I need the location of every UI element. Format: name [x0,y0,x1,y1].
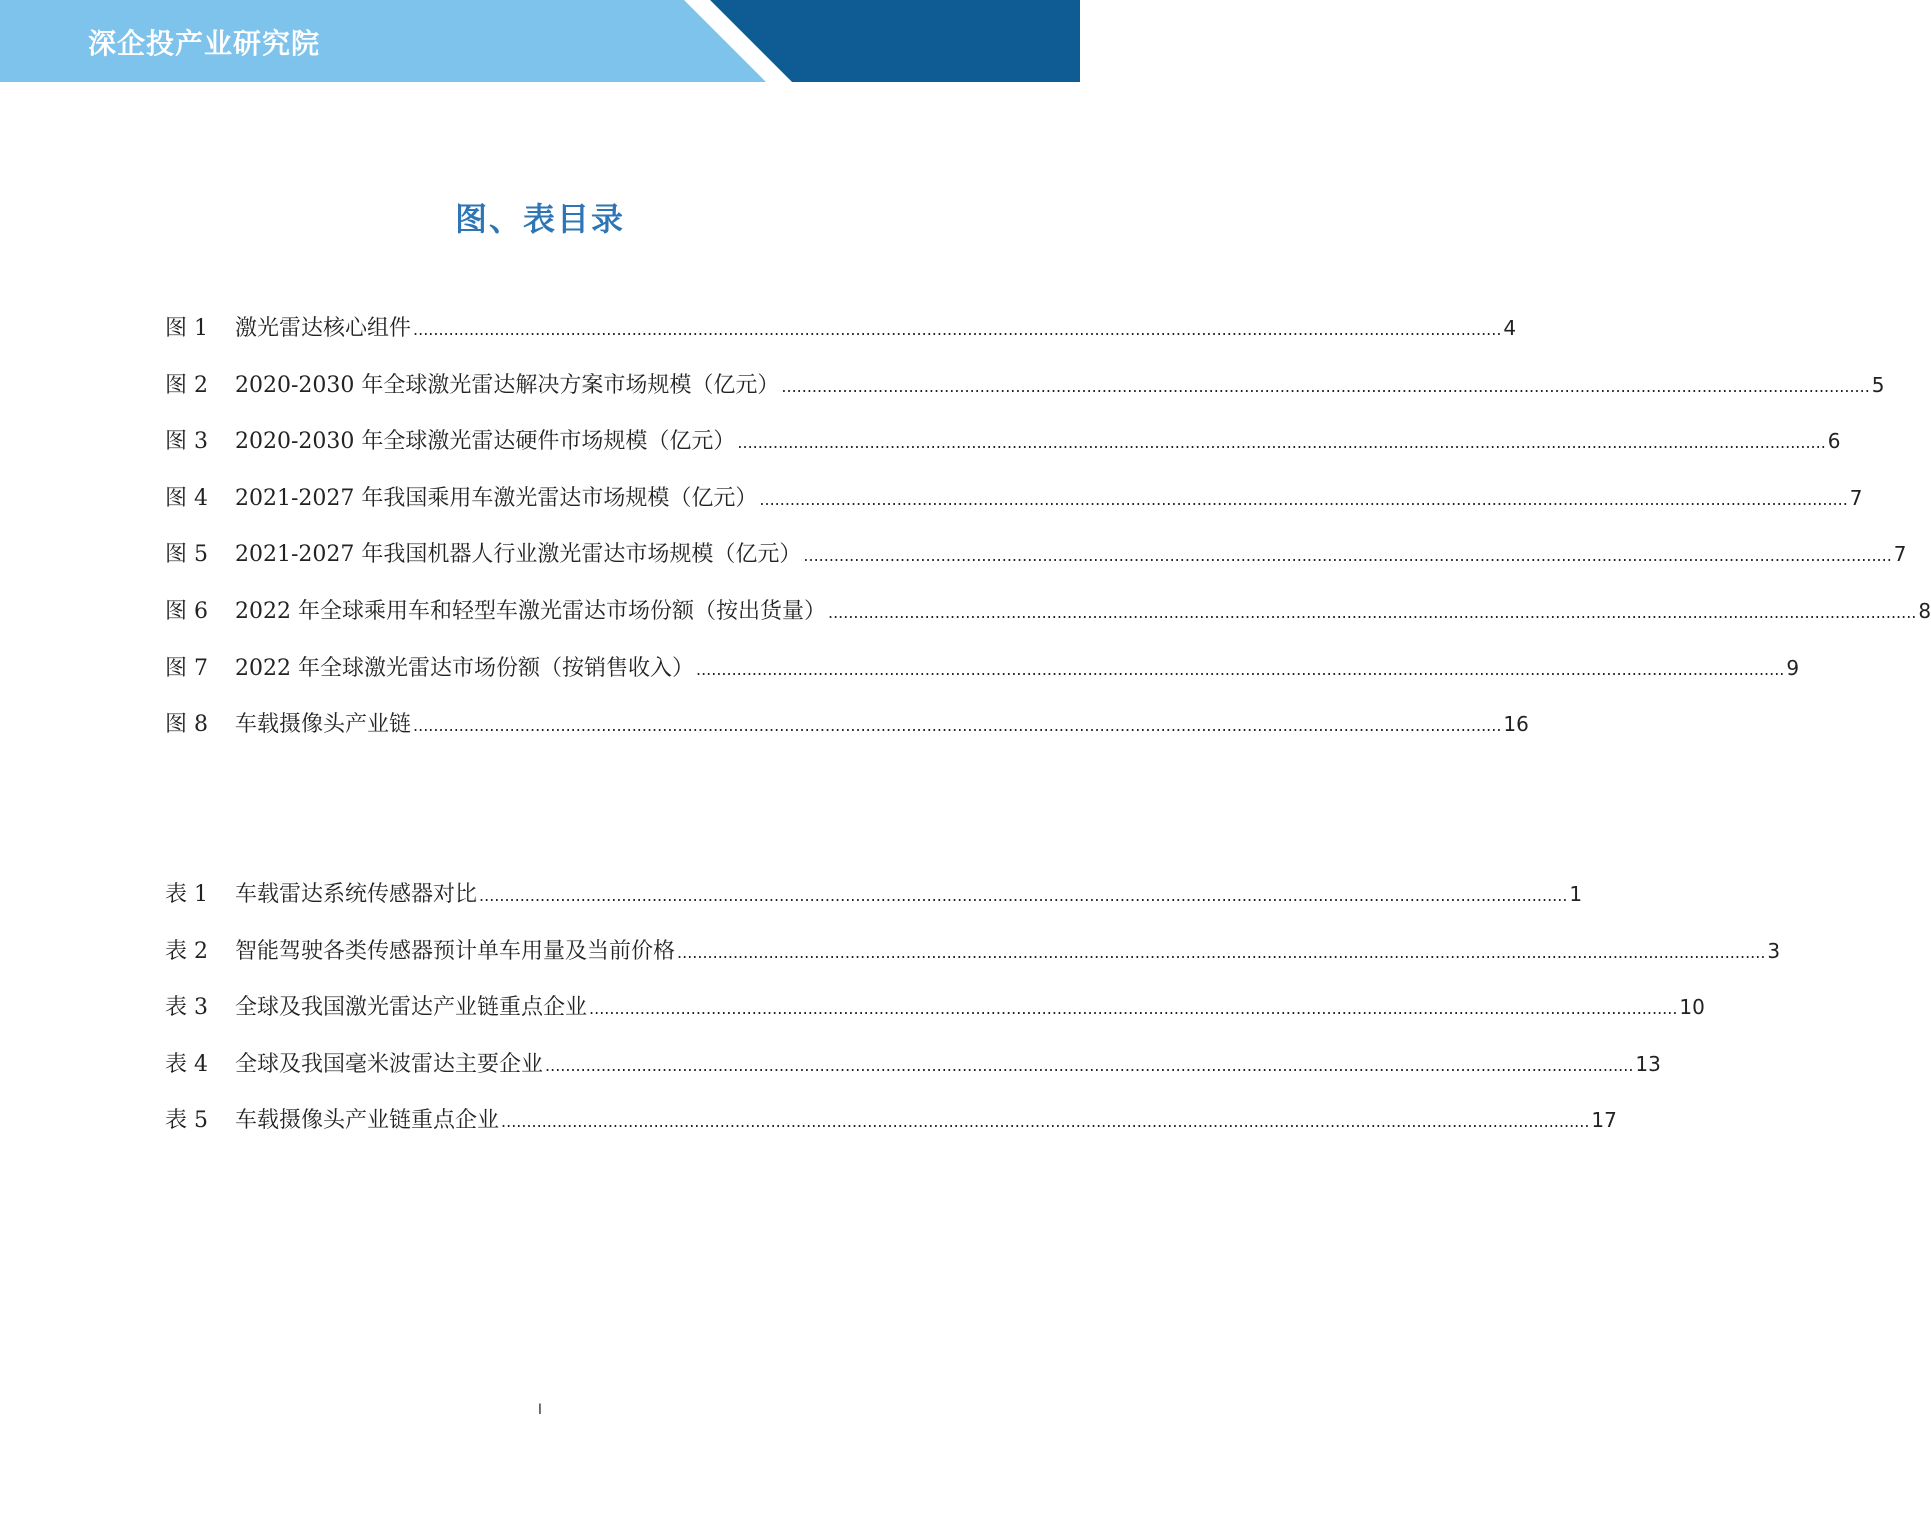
toc-entry[interactable] [165,1103,1617,1160]
brand-name: 深企投产业研究院 [88,27,321,60]
entry-label: 表 2 [165,938,208,964]
entry-label: 图 1 [165,316,208,341]
entry-label: 图 2 [165,372,208,398]
entry-title: 车载摄像头产业链重点企业 [235,1108,500,1134]
page-header [0,0,1080,82]
entry-page: 7 [1849,485,1863,510]
dot-leader [479,879,1567,913]
entry-label: 图 6 [165,598,208,624]
toc-entry[interactable] [165,990,1705,1047]
entry-page: 16 [1503,712,1529,737]
entry-title: 全球及我国激光雷达产业链重点企业 [235,995,588,1021]
entry-title: 2021-2027 年我国乘用车激光雷达市场规模（亿元） [235,485,758,511]
toc-entry[interactable] [165,594,1931,651]
entry-label: 图 7 [165,655,208,681]
entry-label: 图 5 [165,542,208,568]
entry-title: 2022 年全球激光雷达市场份额（按销售收入） [235,655,694,681]
entry-label: 表 1 [165,882,208,907]
entry-page: 13 [1635,1051,1661,1076]
entry-title: 2020-2030 年全球激光雷达硬件市场规模（亿元） [235,429,736,455]
table-list [165,877,1781,1160]
entry-label: 表 5 [165,1108,208,1134]
entry-page: 3 [1767,938,1781,963]
dot-leader [828,596,1916,630]
dot-leader [501,1105,1589,1139]
entry-page: 8 [1918,598,1931,623]
toc-entry[interactable] [165,481,1863,538]
toc-entry[interactable] [165,651,1800,708]
dot-leader [803,539,1891,573]
entry-label: 表 4 [165,1051,208,1077]
dot-leader [677,936,1765,970]
entry-page: 9 [1786,655,1800,680]
toc-entry[interactable] [165,707,1529,764]
entry-page: 4 [1503,316,1517,340]
dot-leader [759,483,1847,517]
entry-page: 1 [1569,882,1583,906]
dot-leader [696,653,1784,687]
entry-label: 图 4 [165,485,208,511]
entry-title: 2020-2030 年全球激光雷达解决方案市场规模（亿元） [235,372,780,398]
entry-page: 5 [1871,372,1885,397]
entry-title: 智能驾驶各类传感器预计单车用量及当前价格 [235,938,676,964]
entry-label: 图 8 [165,712,208,738]
dot-leader [781,370,1869,404]
entry-page: 6 [1827,429,1841,454]
page-number: I [537,1402,543,1418]
entry-title: 车载雷达系统传感器对比 [235,882,478,907]
entry-title: 车载摄像头产业链 [235,712,412,738]
toc-entry[interactable] [165,368,1885,425]
entry-title: 2021-2027 年我国机器人行业激光雷达市场规模（亿元） [235,542,802,568]
entry-title: 2022 年全球乘用车和轻型车激光雷达市场份额（按出货量） [235,598,826,624]
toc-entry[interactable] [165,1047,1661,1104]
dot-leader [413,313,1501,347]
entry-label: 表 3 [165,995,208,1021]
dot-leader [589,992,1677,1026]
toc-entry[interactable] [165,877,1583,934]
entry-title: 全球及我国毫米波雷达主要企业 [235,1051,544,1077]
dot-leader [545,1049,1633,1083]
entry-page: 7 [1893,542,1907,567]
entry-title: 激光雷达核心组件 [235,316,412,341]
figure-list [165,311,1931,764]
toc-entry[interactable] [165,424,1841,481]
toc-entry[interactable] [165,537,1907,594]
dot-leader [413,709,1501,743]
dot-leader [737,426,1825,460]
entry-page: 10 [1679,995,1705,1020]
entry-page: 17 [1591,1108,1617,1133]
toc-entry[interactable] [165,934,1781,991]
toc-entry[interactable] [165,311,1517,368]
page-title: 图、表目录 [454,200,625,238]
entry-label: 图 3 [165,429,208,455]
